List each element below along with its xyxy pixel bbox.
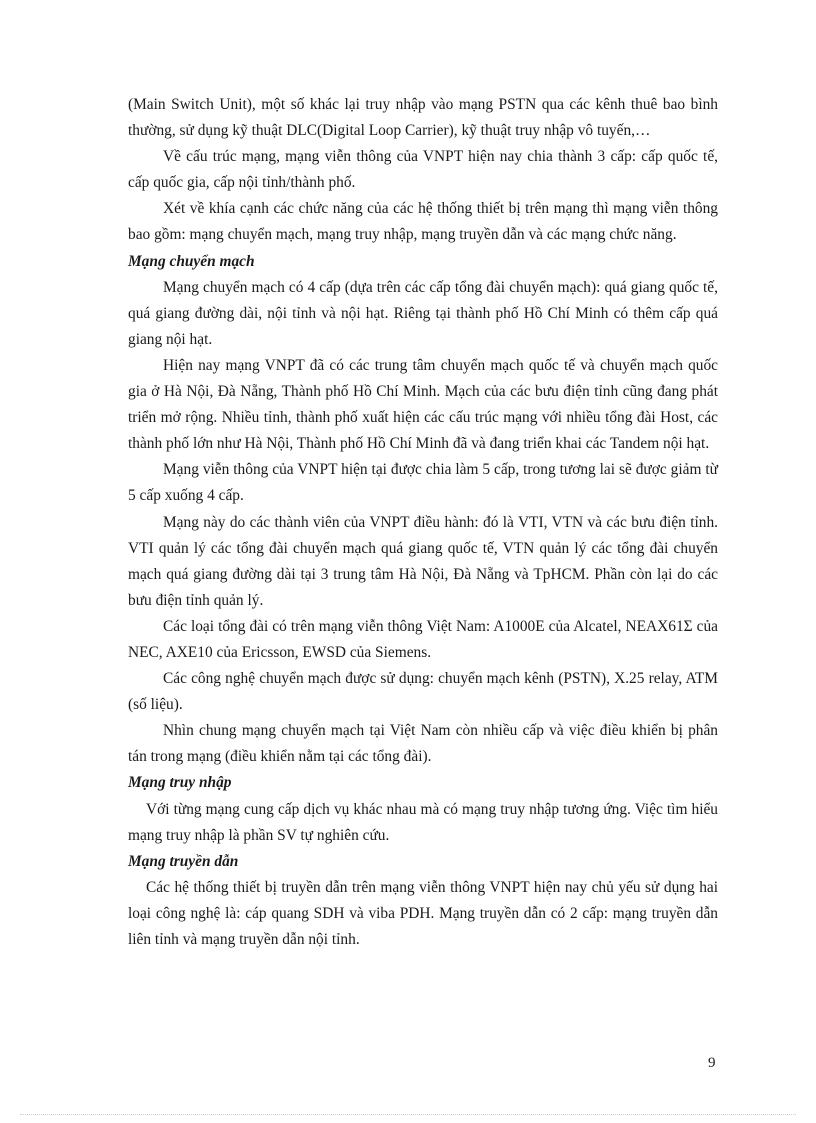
paragraph-switching-levels: Mạng chuyển mạch có 4 cấp (dựa trên các cấp tổng đài chuyển mạch): quá giang quốc tế, quá giang đường dài, nội tỉnh và nội hạt. Riêng tại thành phố Hồ Chí Minh có thêm cấp quá giang nội hạt. bbox=[128, 278, 718, 348]
paragraph-transmission: Các hệ thống thiết bị truyền dẫn trên mạng viễn thông VNPT hiện nay chủ yếu sử dụng hai loại công nghệ là: cáp quang SDH và viba PDH. Mạng truyền dẫn có 2 cấp: mạng truyền dẫn liên tỉnh và mạng truyền dẫn nội tỉnh. bbox=[128, 878, 718, 948]
paragraph-intro: (Main Switch Unit), một số khác lại truy nhập vào mạng PSTN qua các kênh thuê bao bình thường, sử dụng kỹ thuật DLC(Digital Loop Carrier), kỹ thuật truy nhập vô tuyến,… bbox=[128, 96, 718, 140]
page-bottom-divider bbox=[20, 1114, 796, 1115]
paragraph-switching-technologies: Các công nghệ chuyển mạch được sử dụng: chuyển mạch kênh (PSTN), X.25 relay, ATM (số liệu). bbox=[128, 670, 718, 714]
paragraph-network-functions: Xét về khía cạnh các chức năng của các hệ thống thiết bị trên mạng thì mạng viễn thông bao gồm: mạng chuyển mạch, mạng truy nhập, mạng truyền dẫn và các mạng chức năng. bbox=[128, 200, 718, 244]
paragraph-switching-centers: Hiện nay mạng VNPT đã có các trung tâm chuyển mạch quốc tế và chuyển mạch quốc gia ở Hà Nội, Đà Nẵng, Thành phố Hồ Chí Minh. Mạch của các bưu điện tỉnh cũng đang phát triển mở rộng. Nhiều tỉnh, thành phố xuất hiện các cấu trúc mạng với nhiều tổng đài Host, các thành phố lớn như Hà Nội, Thành phố Hồ Chí Minh đã và đang triển khai các Tandem nội hạt. bbox=[128, 356, 718, 453]
section-heading-switching: Mạng chuyển mạch bbox=[128, 252, 255, 270]
paragraph-network-levels: Mạng viễn thông của VNPT hiện tại được chia làm 5 cấp, trong tương lai sẽ được giảm từ 5 cấp xuống 4 cấp. bbox=[128, 461, 718, 505]
paragraph-switching-summary: Nhìn chung mạng chuyển mạch tại Việt Nam còn nhiều cấp và việc điều khiển bị phân tán trong mạng (điều khiển nằm tại các tổng đài). bbox=[128, 722, 718, 766]
paragraph-exchange-types: Các loại tổng đài có trên mạng viễn thông Việt Nam: A1000E của Alcatel, NEAX61Σ của NEC, AXE10 của Ericsson, EWSD của Siemens. bbox=[128, 617, 718, 661]
section-heading-transmission: Mạng truyền dẫn bbox=[128, 852, 239, 870]
paragraph-access: Với từng mạng cung cấp dịch vụ khác nhau mà có mạng truy nhập tương ứng. Việc tìm hiểu mạng truy nhập là phần SV tự nghiên cứu. bbox=[128, 800, 718, 844]
section-heading-access: Mạng truy nhập bbox=[128, 774, 232, 792]
paragraph-operators: Mạng này do các thành viên của VNPT điều hành: đó là VTI, VTN và các bưu điện tỉnh. VTI quản lý các tổng đài chuyển mạch quá giang quốc tế, VTN quản lý các tổng đài chuyển mạch quá giang đường dài tại 3 trung tâm Hà Nội, Đà Nẵng và TpHCM. Phần còn lại do các bưu điện tỉnh quản lý. bbox=[128, 513, 718, 609]
paragraph-network-structure: Về cấu trúc mạng, mạng viễn thông của VNPT hiện nay chia thành 3 cấp: cấp quốc tế, cấp quốc gia, cấp nội tỉnh/thành phố. bbox=[128, 148, 718, 192]
page-body bbox=[128, 92, 718, 953]
page-number: 9 bbox=[708, 1055, 716, 1071]
